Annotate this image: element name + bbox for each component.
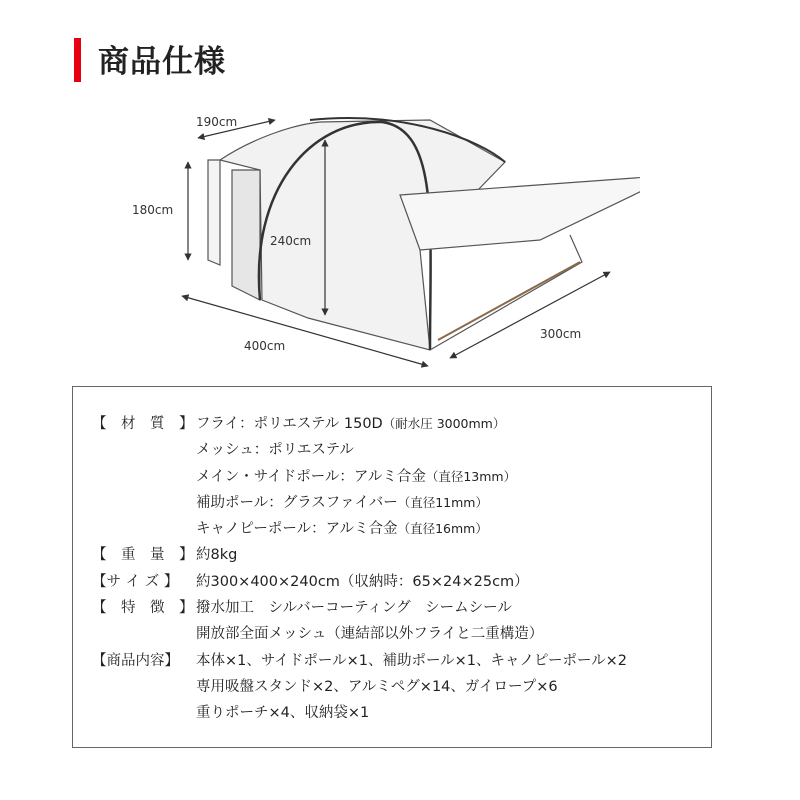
spec-row-material <box>92 411 627 542</box>
spec-line: 約8kg <box>196 547 238 564</box>
spec-list <box>92 411 627 727</box>
spec-line: フライ：ポリエステル 150D（耐水圧 3000mm） <box>196 416 506 432</box>
spec-line: 開放部全面メッシュ（連結部以外フライと二重構造） <box>196 626 544 643</box>
dim-height-label: 240cm <box>270 234 312 248</box>
spec-label: 【商品内容】 <box>92 652 179 669</box>
spec-line: 約300×400×240cm（収納時：65×24×25cm） <box>196 573 529 590</box>
spec-row-size <box>92 569 627 595</box>
spec-label: 【 特 徴 】 <box>92 600 194 617</box>
spec-line: 専用吸盤スタンド×2、アルミペグ×14、ガイロープ×6 <box>196 678 558 695</box>
spec-label: 【 重 量 】 <box>92 547 194 564</box>
spec-line: メイン・サイドポール：アルミ合金（直径13mm） <box>196 468 517 485</box>
dim-side-height-label: 180cm <box>132 203 174 217</box>
dim-length-label: 400cm <box>244 339 286 353</box>
spec-line: キャノピーポール：アルミ合金（直径16mm） <box>196 521 488 538</box>
spec-line: メッシュ：ポリエステル <box>196 442 354 459</box>
spec-row-features <box>92 595 627 648</box>
tent-diagram <box>120 100 640 380</box>
spec-row-contents <box>92 648 627 727</box>
spec-line: 本体×1、サイドポール×1、補助ポール×1、キャノピーポール×2 <box>196 652 628 669</box>
title-accent-bar <box>74 38 81 82</box>
spec-line: 重りポーチ×4、収納袋×1 <box>196 705 370 722</box>
spec-label: 【サ イ ズ 】 <box>92 573 179 590</box>
spec-row-weight <box>92 542 627 568</box>
dim-depth-label: 190cm <box>196 115 238 129</box>
page-title: 商品仕様 <box>98 44 226 80</box>
spec-line: 補助ポール：グラスファイバー（直径11mm） <box>196 494 488 511</box>
dim-canopy-label: 300cm <box>540 327 582 341</box>
spec-label: 【 材 質 】 <box>92 416 194 432</box>
spec-line: 撥水加工 シルバーコーティング シームシール <box>196 600 512 617</box>
